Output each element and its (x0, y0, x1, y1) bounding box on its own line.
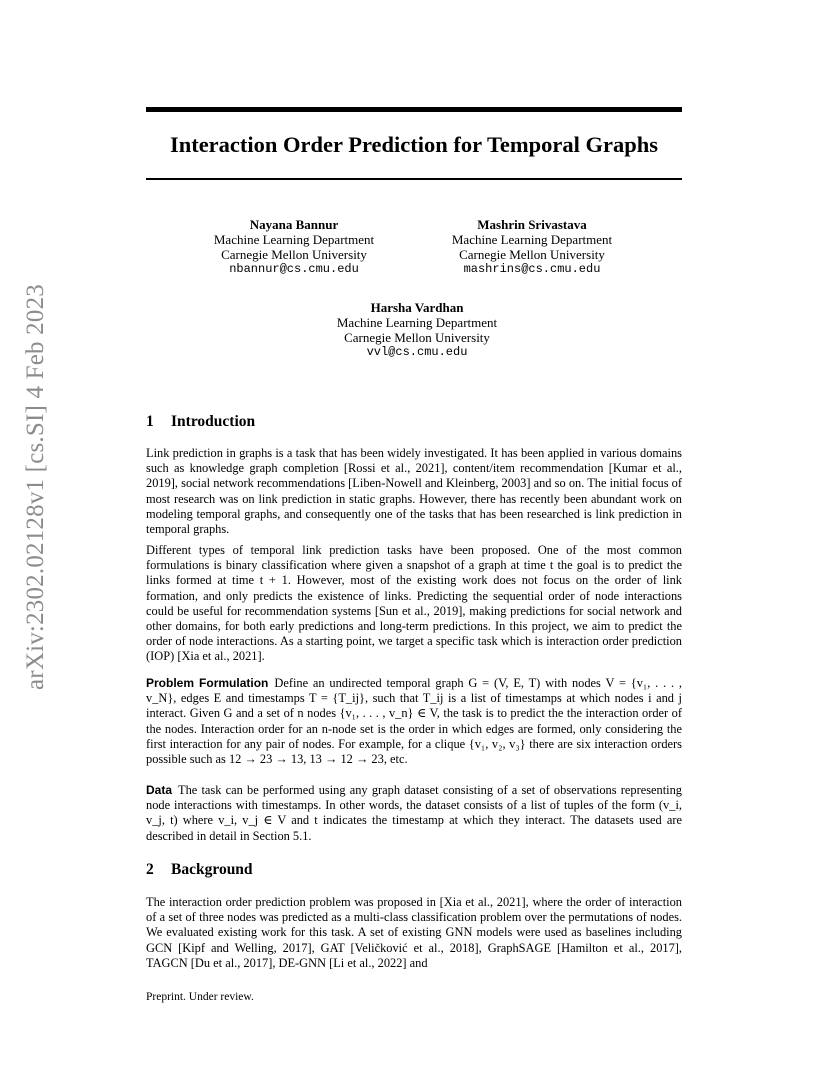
arxiv-identifier-stamp: arXiv:2302.02128v1 [cs.SI] 4 Feb 2023 (22, 284, 49, 690)
author-block (194, 217, 394, 277)
section-heading-introduction (146, 412, 255, 432)
author-department: Machine Learning Department (336, 315, 498, 330)
data-text: The task can be performed using any graph dataset consisting of a set of observations representing node interactions with timestamps. In other words, the dataset consists of a list of tuples of the form (v_i, v_j, t) where v_i, v_j ∈ V and t indicates the timestamp at which they interact. The datasets used are described in detail in Section 5.1. (146, 783, 682, 843)
page-footer: Preprint. Under review. (146, 991, 254, 1003)
section-title: Background (171, 861, 253, 878)
author-email: vvl@cs.cmu.edu (366, 345, 468, 359)
author-university: Carnegie Mellon University (459, 247, 605, 262)
author-email: nbannur@cs.cmu.edu (229, 262, 359, 276)
author-name: Nayana Bannur (249, 217, 339, 232)
background-paragraph: The interaction order prediction problem was proposed in [Xia et al., 2021], where the order of interaction of a set of three nodes was predicted as a multi-class classification problem over the permutations of nodes. We evaluated existing work for this task. A set of existing GNN models were used as baselines including GCN [Kipf and Welling, 2017], GAT [Veličković et al., 2018], GraphSAGE [Hamilton et al., 2017], TAGCN [Du et al., 2017], DE-GNN [Li et al., 2022] and (146, 895, 682, 970)
problem-formulation-paragraph (146, 676, 682, 767)
data-label: Data (146, 783, 173, 797)
problem-formulation-text: Define an undirected temporal graph G = (V, E, T) with nodes V = {v₁, . . . , v_N}, edges E and timestamps T = {T_ij}, such that T_ij is a list of timestamps at which nodes i and j interact. Given G and a set of n nodes {v₁, . . . , v_n} ∈ V, the task is to predict the the interaction order of the nodes. Interaction order for an n-node set is the order in which edges are formed, only considering the first interaction for any pair of nodes. For example, for a clique {v₁, v₂, v₃} there are six interaction orders possible such as 12 → 23 → 13, 13 → 12 → 23, etc. (146, 676, 682, 767)
section-heading-background (146, 860, 253, 880)
paper-title: Interaction Order Prediction for Temporal Graphs (169, 132, 659, 157)
title-bottom-rule (146, 178, 682, 180)
author-university: Carnegie Mellon University (221, 247, 367, 262)
section-number: 2 (146, 861, 154, 878)
author-block (432, 217, 632, 277)
author-block (317, 300, 517, 360)
author-department: Machine Learning Department (213, 232, 375, 247)
intro-paragraph: Link prediction in graphs is a task that has been widely investigated. It has been applied in various domains such as knowledge graph completion [Rossi et al., 2021], content/item recommendation [Kumar et al., 2019], social network recommendations [Liben-Nowell and Kleinberg, 2003] and so on. The initial focus of most research was on link prediction in static graphs. However, there has recently been abundant work on modeling temporal graphs, and consequently one of the tasks that has been researched is link prediction in temporal graphs. (146, 446, 682, 537)
title-top-rule (146, 107, 682, 112)
author-university: Carnegie Mellon University (344, 330, 490, 345)
section-title: Introduction (171, 413, 256, 430)
author-name: Harsha Vardhan (370, 300, 464, 315)
author-department: Machine Learning Department (451, 232, 613, 247)
author-name: Mashrin Srivastava (477, 217, 587, 232)
problem-formulation-label: Problem Formulation (146, 676, 269, 690)
author-email: mashrins@cs.cmu.edu (463, 262, 601, 276)
data-paragraph (146, 783, 682, 844)
section-number: 1 (146, 413, 154, 430)
intro-paragraph: Different types of temporal link prediction tasks have been proposed. One of the most common formulations is binary classification where given a snapshot of a graph at time t the goal is to predict the links formed at time t + 1. However, most of the existing work does not focus on the order of link formation, and only predicts the existence of links. Predicting the sequential order of node interactions could be useful for recommendation systems [Sun et al., 2019], making predictions for social network and other domains, for both early predictions and long-term predictions. In this project, we aim to predict the order of node interactions. As a starting point, we target a specific task which is interaction order prediction (IOP) [Xia et al., 2021]. (146, 543, 682, 664)
